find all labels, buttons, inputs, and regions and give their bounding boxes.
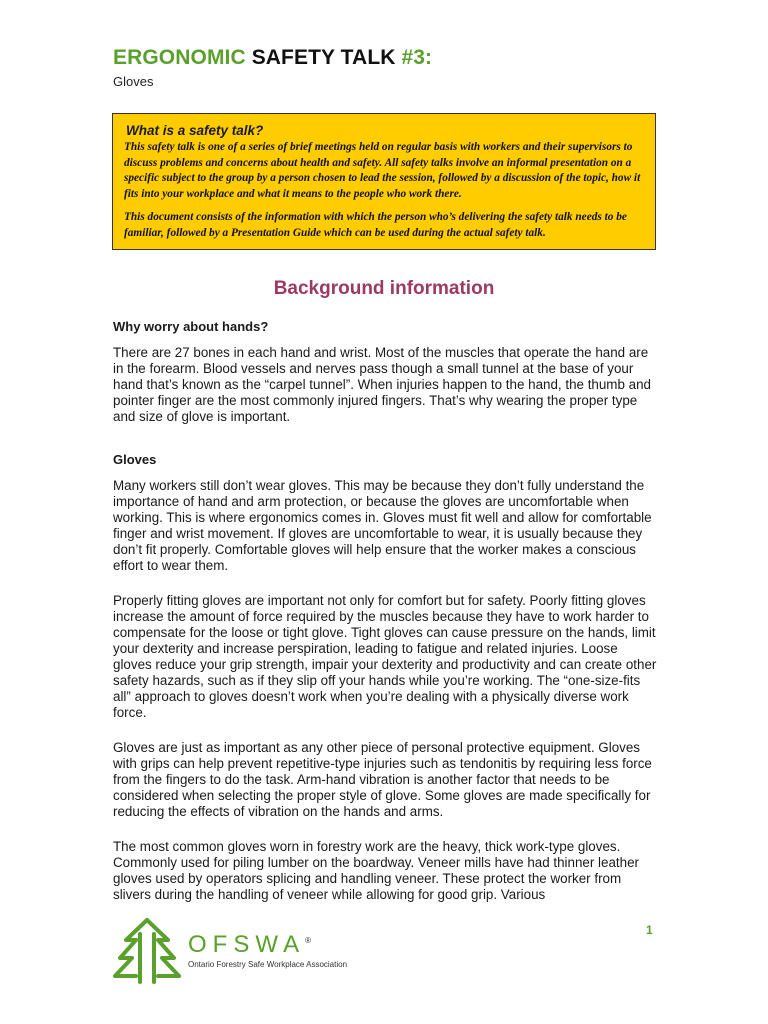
hands-heading: Why worry about hands? (113, 319, 269, 334)
gloves-paragraph-1: Many workers still don’t wear gloves. This may be because they don’t fully understand the importance of hand and arm protection, or because the gloves are uncomfortable when working. This is where ergonomics comes in. Gloves must fit well and allow for comfortable finger and wrist movement. If gloves are uncomfortable to wear, it is usually because they don’t fit properly. Comfortable gloves will help ensure that the worker makes a conscious effort to wear them. (113, 478, 652, 573)
logo-wordmark: OFSWA® (188, 931, 312, 958)
title-number: #3: (401, 46, 433, 69)
section-title: Background information (273, 278, 495, 299)
tree-logo-icon (112, 916, 182, 986)
callout-heading: What is a safety talk? (126, 123, 264, 138)
ofswa-logo (112, 912, 372, 992)
gloves-paragraph-4: The most common gloves worn in forestry work are the heavy, thick work-type gloves. Commonly used for piling lumber on the boardway. Veneer mills have had thinner leather gloves used by operators splicing and handling veneer. These protect the worker from slivers during the handling of veneer while allowing for good grip. Various (113, 839, 639, 902)
body-content (113, 319, 657, 903)
safety-talk-callout (112, 113, 656, 250)
title-ergonomic: ERGONOMIC (113, 46, 246, 69)
title-safety-talk: SAFETY TALK (251, 46, 396, 69)
document-subtitle: Gloves (113, 74, 154, 89)
callout-paragraph-1: This safety talk is one of a series of brief meetings held on regular basis with workers and their supervisors to discuss problems and concerns about health and safety. All safety talks involve an informal presentation on a specific subject to the group by a person chosen to lead the session, followed by a discussion of the topic, how it fits into your workplace and what it means to the people who work there. (124, 141, 641, 201)
logo-tagline: Ontario Forestry Safe Workplace Association (188, 960, 348, 969)
gloves-heading: Gloves (113, 452, 157, 467)
gloves-paragraph-3: Gloves are just as important as any other piece of personal protective equipment. Gloves with grips can help prevent repetitive-type injuries such as tendonitis by requiring less force from the fingers to do the task. Arm-hand vibration is another factor that needs to be considered when selecting the proper style of glove. Some gloves are made specifically for reducing the effects of vibration on the hands and arms. (113, 740, 652, 819)
callout-paragraph-2: This document consists of the information with which the person who’s delivering the safety talk needs to be familiar, followed by a Presentation Guide which can be used during the actual safety talk. (124, 210, 627, 239)
hands-paragraph: There are 27 bones in each hand and wrist. Most of the muscles that operate the hand are in the forearm. Blood vessels and nerves pass though a small tunnel at the base of your hand that’s known as the “carpel tunnel”. When injuries happen to the hand, the thumb and pointer finger are the most commonly injured fingers. That’s why wearing the proper type and size of glove is important. (113, 345, 651, 424)
page-number: 1 (646, 923, 653, 937)
document-title (113, 46, 432, 70)
gloves-paragraph-2: Properly fitting gloves are important not only for comfort but for safety. Poorly fitting gloves increase the amount of force required by the muscles because they have to work harder to compensate for the loose or tight glove. Tight gloves can cause pressure on the hands, limit your dexterity and increase perspiration, leading to fatigue and related injuries. Loose gloves reduce your grip strength, impair your dexterity and productivity and can create other safety hazards, such as if they slip off your hands while you’re working. The “one-size-fits all” approach to gloves doesn’t work when you’re dealing with a physically diverse work force. (113, 593, 657, 720)
